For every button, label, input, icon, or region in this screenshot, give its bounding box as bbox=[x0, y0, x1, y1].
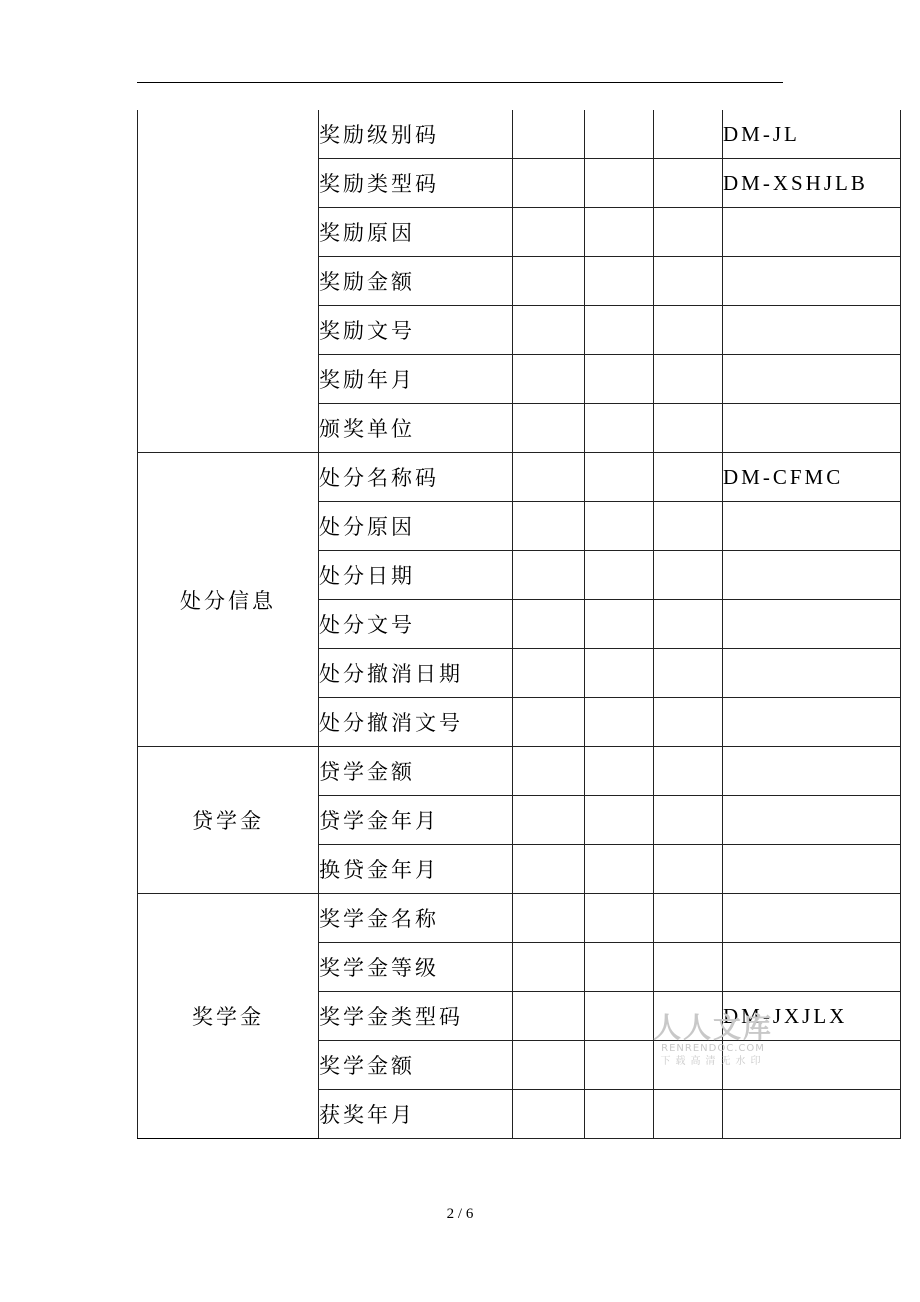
empty-cell bbox=[513, 306, 585, 355]
header-rule bbox=[137, 82, 783, 83]
empty-cell bbox=[513, 355, 585, 404]
code-cell: DM-JL bbox=[723, 110, 901, 159]
code-cell bbox=[723, 551, 901, 600]
empty-cell bbox=[585, 992, 654, 1041]
code-cell bbox=[723, 649, 901, 698]
empty-cell bbox=[585, 110, 654, 159]
empty-cell bbox=[585, 894, 654, 943]
code-cell bbox=[723, 894, 901, 943]
table-row bbox=[138, 894, 901, 943]
empty-cell bbox=[654, 551, 723, 600]
group-cell-scholarship: 奖学金 bbox=[138, 894, 319, 1139]
code-cell: DM-JXJLX bbox=[723, 992, 901, 1041]
group-cell-loan: 贷学金 bbox=[138, 747, 319, 894]
data-dictionary-table bbox=[137, 110, 901, 1139]
field-name-cell: 贷学金额 bbox=[319, 747, 513, 796]
table-row bbox=[138, 453, 901, 502]
empty-cell bbox=[585, 649, 654, 698]
watermark-title: 人人文库 bbox=[652, 1011, 773, 1044]
field-name-cell: 奖学金名称 bbox=[319, 894, 513, 943]
empty-cell bbox=[585, 943, 654, 992]
field-name-cell: 奖励文号 bbox=[319, 306, 513, 355]
empty-cell bbox=[585, 1041, 654, 1090]
empty-cell bbox=[513, 404, 585, 453]
field-name-cell: 处分撤消文号 bbox=[319, 698, 513, 747]
empty-cell bbox=[513, 600, 585, 649]
empty-cell bbox=[513, 943, 585, 992]
field-name-cell: 奖学金等级 bbox=[319, 943, 513, 992]
empty-cell bbox=[654, 306, 723, 355]
field-name-cell: 颁奖单位 bbox=[319, 404, 513, 453]
field-name-cell: 奖励原因 bbox=[319, 208, 513, 257]
empty-cell bbox=[654, 845, 723, 894]
empty-cell bbox=[654, 698, 723, 747]
empty-cell bbox=[654, 502, 723, 551]
empty-cell bbox=[513, 1090, 585, 1139]
field-name-cell: 贷学金年月 bbox=[319, 796, 513, 845]
field-name-cell: 奖励级别码 bbox=[319, 110, 513, 159]
field-name-cell: 奖励年月 bbox=[319, 355, 513, 404]
empty-cell bbox=[654, 257, 723, 306]
field-name-cell: 奖励类型码 bbox=[319, 159, 513, 208]
empty-cell bbox=[513, 698, 585, 747]
code-cell bbox=[723, 747, 901, 796]
empty-cell bbox=[654, 649, 723, 698]
empty-cell bbox=[585, 698, 654, 747]
code-cell bbox=[723, 257, 901, 306]
empty-cell bbox=[585, 796, 654, 845]
empty-cell bbox=[585, 502, 654, 551]
empty-cell bbox=[513, 992, 585, 1041]
empty-cell bbox=[585, 355, 654, 404]
empty-cell bbox=[585, 257, 654, 306]
empty-cell bbox=[654, 747, 723, 796]
field-name-cell: 换贷金年月 bbox=[319, 845, 513, 894]
empty-cell bbox=[585, 551, 654, 600]
code-cell bbox=[723, 208, 901, 257]
group-cell-punishment: 处分信息 bbox=[138, 453, 319, 747]
empty-cell bbox=[654, 1090, 723, 1139]
empty-cell bbox=[654, 796, 723, 845]
empty-cell bbox=[585, 306, 654, 355]
field-name-cell: 奖励金额 bbox=[319, 257, 513, 306]
field-name-cell: 处分原因 bbox=[319, 502, 513, 551]
empty-cell bbox=[654, 208, 723, 257]
field-name-cell: 奖学金额 bbox=[319, 1041, 513, 1090]
code-cell bbox=[723, 1041, 901, 1090]
empty-cell bbox=[585, 404, 654, 453]
code-cell bbox=[723, 796, 901, 845]
code-cell bbox=[723, 943, 901, 992]
code-cell bbox=[723, 600, 901, 649]
field-name-cell: 获奖年月 bbox=[319, 1090, 513, 1139]
code-cell bbox=[723, 404, 901, 453]
code-cell: DM-CFMC bbox=[723, 453, 901, 502]
empty-cell bbox=[513, 208, 585, 257]
page-number: 2 / 6 bbox=[446, 1206, 474, 1222]
empty-cell bbox=[513, 649, 585, 698]
empty-cell bbox=[654, 355, 723, 404]
empty-cell bbox=[585, 159, 654, 208]
empty-cell bbox=[654, 453, 723, 502]
field-name-cell: 处分撤消日期 bbox=[319, 649, 513, 698]
code-cell bbox=[723, 698, 901, 747]
empty-cell bbox=[654, 943, 723, 992]
empty-cell bbox=[513, 1041, 585, 1090]
table-row bbox=[138, 747, 901, 796]
empty-cell bbox=[513, 453, 585, 502]
empty-cell bbox=[585, 1090, 654, 1139]
empty-cell bbox=[513, 845, 585, 894]
empty-cell bbox=[654, 159, 723, 208]
empty-cell bbox=[513, 894, 585, 943]
code-cell bbox=[723, 502, 901, 551]
empty-cell bbox=[654, 404, 723, 453]
empty-cell bbox=[585, 747, 654, 796]
empty-cell bbox=[585, 845, 654, 894]
empty-cell bbox=[654, 110, 723, 159]
field-name-cell: 奖学金类型码 bbox=[319, 992, 513, 1041]
empty-cell bbox=[654, 992, 723, 1041]
empty-cell bbox=[513, 796, 585, 845]
empty-cell bbox=[585, 600, 654, 649]
empty-cell bbox=[654, 600, 723, 649]
field-name-cell: 处分文号 bbox=[319, 600, 513, 649]
empty-cell bbox=[513, 502, 585, 551]
code-cell bbox=[723, 1090, 901, 1139]
empty-cell bbox=[513, 551, 585, 600]
group-cell-award bbox=[138, 110, 319, 453]
table-row bbox=[138, 110, 901, 159]
empty-cell bbox=[513, 257, 585, 306]
field-name-cell: 处分日期 bbox=[319, 551, 513, 600]
code-cell: DM-XSHJLB bbox=[723, 159, 901, 208]
empty-cell bbox=[513, 110, 585, 159]
field-name-cell: 处分名称码 bbox=[319, 453, 513, 502]
code-cell bbox=[723, 845, 901, 894]
watermark-subtitle: 下载高清无水印 bbox=[660, 1056, 766, 1067]
code-cell bbox=[723, 306, 901, 355]
empty-cell bbox=[513, 159, 585, 208]
empty-cell bbox=[654, 894, 723, 943]
empty-cell bbox=[654, 1041, 723, 1090]
watermark-url: RENRENDOC.COM bbox=[661, 1043, 765, 1054]
code-cell bbox=[723, 355, 901, 404]
empty-cell bbox=[585, 208, 654, 257]
empty-cell bbox=[513, 747, 585, 796]
empty-cell bbox=[585, 453, 654, 502]
